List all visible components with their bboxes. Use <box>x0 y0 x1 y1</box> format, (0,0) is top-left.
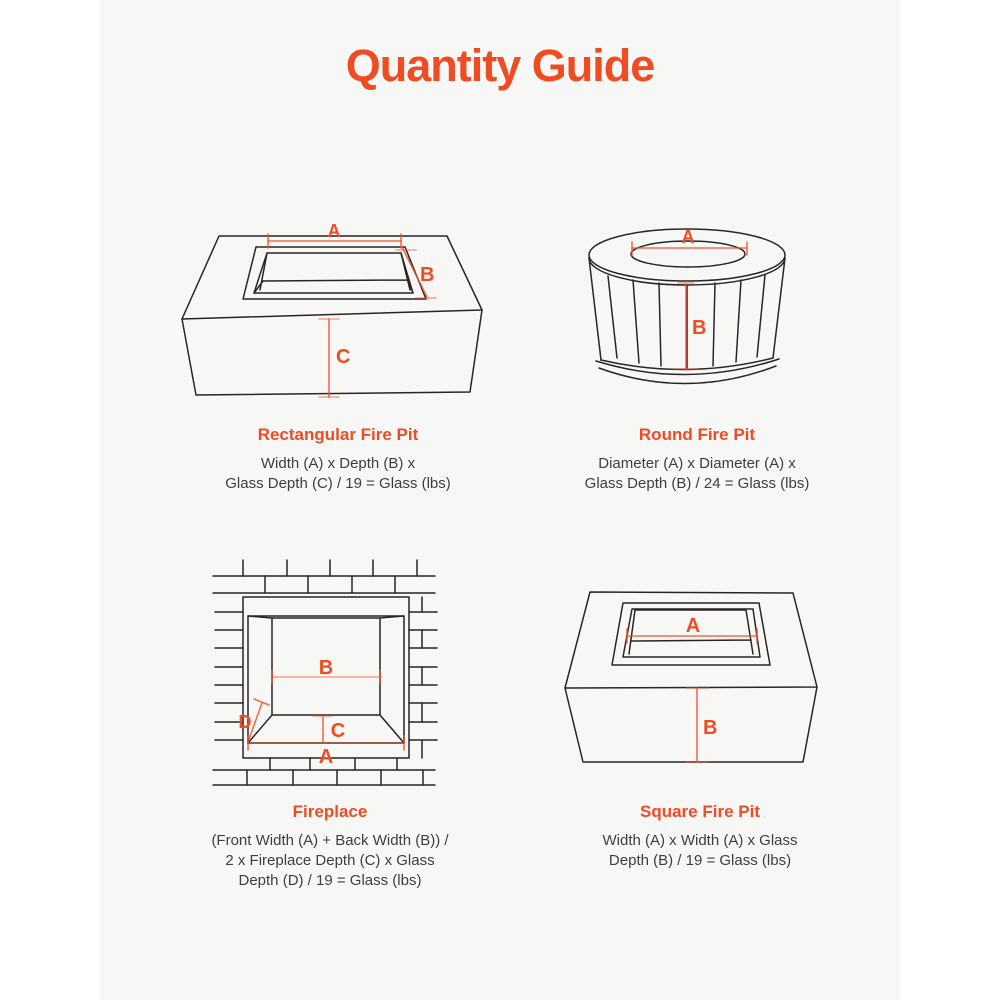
section-caption: Fireplace <box>292 802 368 821</box>
rectangular-fire-pit-drawing <box>182 236 482 395</box>
formula-line: Glass Depth (C) / 19 = Glass (lbs) <box>225 475 451 492</box>
section-rectangular-fire-pit-text <box>173 424 503 494</box>
section-square-fire-pit-text <box>535 801 865 871</box>
section-fireplace-text <box>165 801 495 891</box>
formula-line: (Front Width (A) + Back Width (B)) / <box>211 832 449 849</box>
section-caption: Square Fire Pit <box>640 802 760 821</box>
dim-label-b: B <box>318 657 334 679</box>
section-formula <box>535 831 865 871</box>
dim-label-c: C <box>330 720 346 742</box>
dim-label-b: B <box>692 317 707 339</box>
formula-line: Glass Depth (B) / 24 = Glass (lbs) <box>584 475 810 492</box>
formula-line: Width (A) x Width (A) x Glass <box>602 832 798 849</box>
dim-label-b: B <box>420 264 435 286</box>
dim-label-a: A <box>685 615 701 637</box>
formula-line: Diameter (A) x Diameter (A) x <box>598 455 796 472</box>
formula-line: 2 x Fireplace Depth (C) x Glass <box>225 852 435 869</box>
round-fire-pit-dimensions <box>632 227 747 370</box>
section-caption: Rectangular Fire Pit <box>257 425 419 444</box>
section-round-fire-pit-text <box>532 424 862 494</box>
formula-line: Depth (B) / 19 = Glass (lbs) <box>608 852 792 869</box>
section-formula <box>532 454 862 494</box>
dim-label-d: D <box>238 712 252 732</box>
round-fire-pit-drawing <box>589 229 785 384</box>
fireplace-dimensions <box>239 657 405 768</box>
section-formula <box>173 454 503 494</box>
formula-line: Depth (D) / 19 = Glass (lbs) <box>238 872 422 889</box>
rectangular-fire-pit-diagram <box>170 210 500 410</box>
dim-label-b: B <box>703 717 718 739</box>
round-fire-pit-diagram <box>560 210 820 410</box>
square-fire-pit-dimensions <box>627 615 757 762</box>
guide-canvas <box>100 0 900 1000</box>
dim-label-a: A <box>318 746 334 768</box>
dim-label-a: A <box>681 227 695 247</box>
dim-label-a: A <box>327 221 341 241</box>
page-title: Quantity Guide <box>345 40 655 91</box>
section-formula <box>165 831 495 891</box>
fireplace-diagram <box>205 552 445 790</box>
dim-label-c: C <box>336 346 351 368</box>
section-caption: Round Fire Pit <box>638 425 756 444</box>
square-fire-pit-diagram <box>550 570 850 790</box>
formula-line: Width (A) x Depth (B) x <box>260 455 416 472</box>
